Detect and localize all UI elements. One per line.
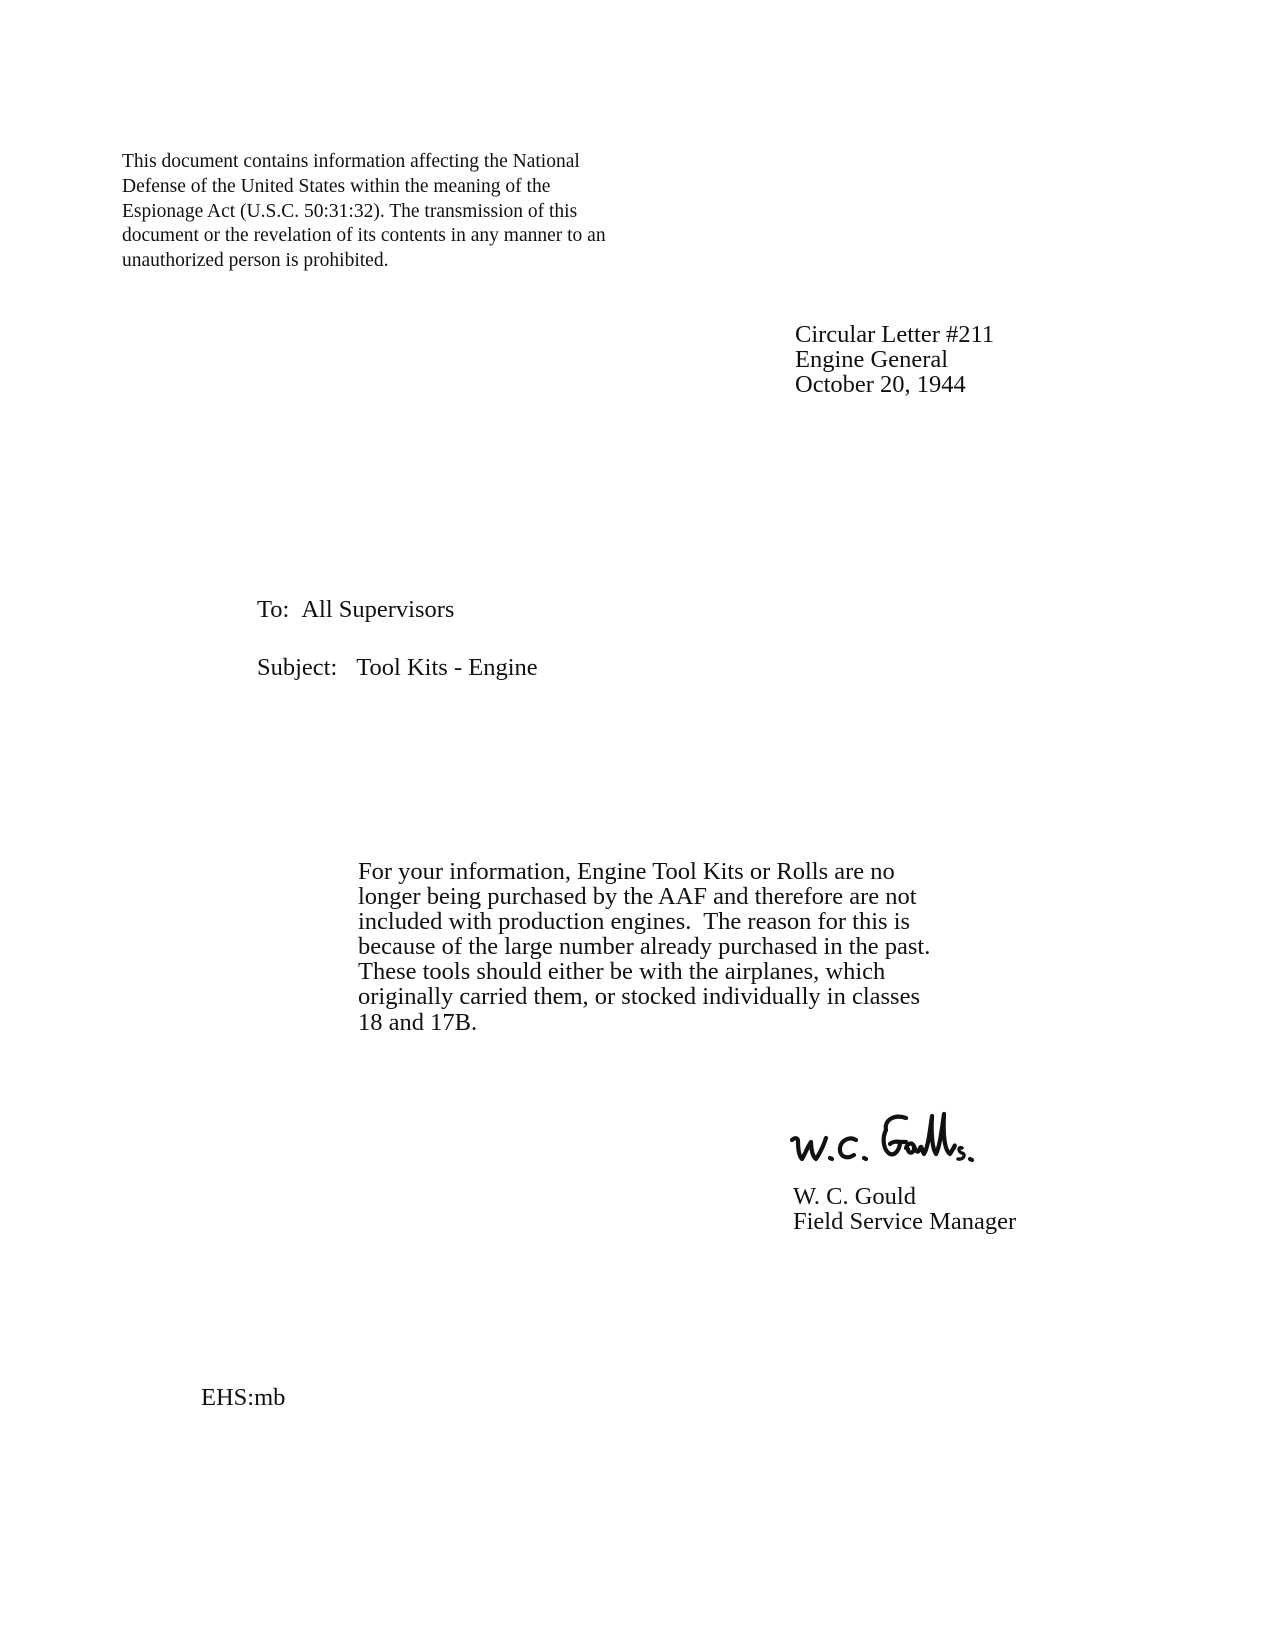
security-notice-line: Espionage Act (U.S.C. 50:31:32). The transmission of this bbox=[122, 200, 578, 222]
security-notice-line: unauthorized person is prohibited. bbox=[122, 250, 389, 272]
body-line: longer being purchased by the AAF and therefore are not bbox=[358, 883, 917, 911]
letter-date: October 20, 1944 bbox=[795, 371, 966, 398]
signer-title: Field Service Manager bbox=[793, 1208, 1017, 1235]
letter-header bbox=[795, 322, 994, 397]
body-line: originally carried them, or stocked individually in classes bbox=[358, 983, 920, 1011]
signer-block bbox=[793, 1184, 1016, 1234]
body-line: included with production engines. The reason for this is bbox=[358, 908, 911, 936]
subject-label: Subject: bbox=[257, 654, 338, 681]
to-label: To: bbox=[257, 596, 290, 623]
to-line bbox=[257, 597, 454, 623]
signer-name: W. C. Gould bbox=[793, 1183, 916, 1210]
handwritten-signature bbox=[786, 1108, 1006, 1170]
body-line: These tools should either be with the airplanes, which bbox=[358, 958, 886, 986]
body-line: For your information, Engine Tool Kits or Rolls are no bbox=[358, 858, 895, 885]
subject-line bbox=[257, 655, 538, 681]
body-line: because of the large number already purchased in the past. bbox=[358, 933, 931, 961]
security-notice-line: document or the revelation of its contents in any manner to an bbox=[122, 225, 606, 247]
subject-value: Tool Kits - Engine bbox=[356, 654, 538, 681]
reference-initials: EHS:mb bbox=[201, 1384, 286, 1411]
security-notice bbox=[122, 150, 652, 274]
security-notice-line: Defense of the United States within the meaning of the bbox=[122, 175, 551, 197]
body-paragraph bbox=[358, 859, 958, 1035]
letter-category: Engine General bbox=[795, 346, 949, 373]
body-line: 18 and 17B. bbox=[358, 1008, 478, 1036]
to-value: All Supervisors bbox=[301, 596, 455, 623]
security-notice-line: This document contains information affecting the National bbox=[122, 151, 580, 172]
circular-letter-number: Circular Letter #211 bbox=[795, 321, 995, 348]
